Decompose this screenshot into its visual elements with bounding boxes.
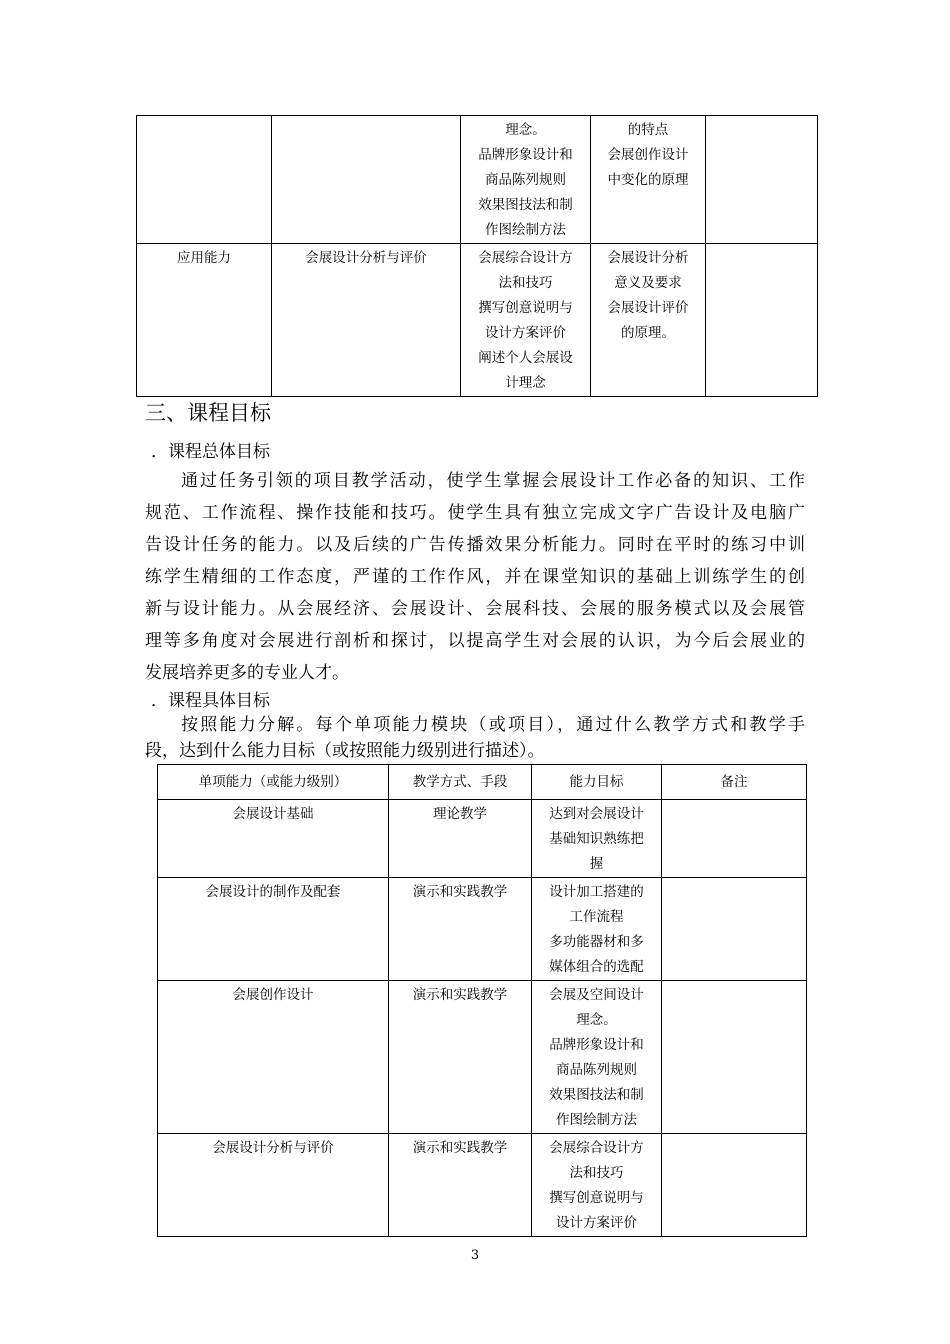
table-cell: [158, 1134, 389, 1237]
table-cell: [158, 878, 389, 981]
cell-text-line: 效果图技法和制: [478, 197, 573, 213]
cell-text-line: 会展设计评价: [607, 300, 689, 316]
table-cell: [389, 800, 532, 878]
cell-text-line: 媒体组合的选配: [549, 959, 644, 975]
table-header-row: [158, 765, 807, 800]
cell-text-line: 会展及空间设计: [549, 987, 644, 1003]
subheading-specific-goal: ．课程具体目标: [151, 691, 270, 711]
cell-text-line: 法和技巧: [569, 1165, 624, 1181]
paragraph-line: 段，达到什么能力目标（或按照能力级别进行描述）。: [145, 741, 545, 761]
table-cell: [137, 116, 272, 244]
column-header: 教学方式、手段: [389, 765, 532, 800]
cell-text-line: 设计方案评价: [556, 1215, 637, 1231]
cell-text-line: 设计方案评价: [485, 325, 566, 341]
capability-table-continued: [136, 115, 818, 397]
cell-text-line: 作图绘制方法: [485, 222, 566, 238]
cell-text-line: 的原理。: [621, 325, 675, 341]
table-cell: [272, 244, 461, 397]
cell-text-line: 演示和实践教学: [412, 987, 508, 1003]
cell-text-line: 计理念: [505, 375, 546, 391]
cell-text-line: 达到对会展设计: [549, 806, 644, 822]
table-cell: [662, 981, 807, 1134]
paragraph-line: 发展培养更多的专业人才。: [145, 663, 349, 683]
table-cell: [461, 116, 591, 244]
paragraph-line: 通过任务引领的项目教学活动，使学生掌握会展设计工作必备的知识、工作: [181, 471, 805, 491]
table-cell: [532, 981, 662, 1134]
table-row: [158, 878, 807, 981]
cell-text-line: 演示和实践教学: [412, 884, 508, 900]
cell-text-line: 法和技巧: [498, 275, 553, 291]
paragraph-line: 规范、工作流程、操作技能和技巧。使学生具有独立完成文字广告设计及电脑广: [145, 503, 805, 523]
paragraph-line: 按照能力分解。每个单项能力模块（或项目），通过什么教学方式和教学手: [181, 715, 805, 735]
cell-text-line: 应用能力: [177, 250, 231, 266]
table-cell: [532, 800, 662, 878]
cell-text-line: 握: [589, 856, 604, 872]
table-cell: [389, 1134, 532, 1237]
table-cell: [662, 800, 807, 878]
cell-text-line: 撰写创意说明与: [549, 1190, 644, 1206]
table-cell: [158, 800, 389, 878]
column-header: 备注: [662, 765, 807, 800]
cell-text-line: 会展创作设计: [607, 147, 689, 163]
table-row: [158, 981, 807, 1134]
table-row: [137, 116, 818, 244]
cell-text-line: 理论教学: [433, 806, 487, 822]
paragraph-line: 理等多角度对会展进行剖析和探讨，以提高学生对会展的认识，为今后会展业的: [145, 631, 805, 651]
cell-text-line: 效果图技法和制: [549, 1087, 644, 1103]
cell-text-line: 演示和实践教学: [412, 1140, 508, 1156]
cell-text-line: 多功能器材和多: [549, 934, 644, 950]
cell-text-line: 会展设计分析与评价: [305, 250, 427, 266]
cell-text-line: 设计加工搭建的: [549, 884, 644, 900]
table-cell: [389, 878, 532, 981]
cell-text-line: 会展设计分析与评价: [212, 1140, 334, 1156]
cell-text-line: 商品陈列规则: [485, 172, 566, 188]
table-cell: [272, 116, 461, 244]
cell-text-line: 作图绘制方法: [556, 1112, 637, 1128]
specific-goal-paragraph: [145, 712, 805, 764]
course-goal-table: [157, 764, 807, 1237]
table-cell: [706, 116, 818, 244]
paragraph-line: 新与设计能力。从会展经济、会展设计、会展科技、会展的服务模式以及会展管: [145, 599, 805, 619]
cell-text-line: 会展设计的制作及配套: [205, 884, 341, 900]
table-cell: [591, 116, 706, 244]
cell-text-line: 会展创作设计: [232, 987, 314, 1003]
table-cell: [591, 244, 706, 397]
cell-text-line: 阐述个人会展设: [478, 350, 573, 366]
table-cell: [158, 981, 389, 1134]
cell-text-line: 撰写创意说明与: [478, 300, 573, 316]
cell-text-line: 理念。: [505, 122, 546, 138]
cell-text-line: 会展综合设计方: [549, 1140, 644, 1156]
subheading-overall-goal: ．课程总体目标: [151, 442, 270, 462]
cell-text-line: 的特点: [627, 122, 669, 138]
table-row: [158, 1134, 807, 1237]
cell-text-line: 商品陈列规则: [556, 1062, 637, 1078]
table-cell: [662, 1134, 807, 1237]
paragraph-line: 告设计任务的能力。以及后续的广告传播效果分析能力。同时在平时的练习中训: [145, 535, 805, 555]
cell-text-line: 品牌形象设计和: [478, 147, 573, 163]
table-cell: [137, 244, 272, 397]
overall-goal-paragraph: [145, 465, 805, 689]
section-heading: 三、课程目标: [145, 401, 271, 425]
cell-text-line: 会展综合设计方: [478, 250, 573, 266]
cell-text-line: 基础知识熟练把: [549, 831, 644, 847]
column-header: 单项能力（或能力级别）: [158, 765, 389, 800]
column-header: 能力目标: [532, 765, 662, 800]
table-cell: [389, 981, 532, 1134]
cell-text-line: 会展设计分析: [607, 250, 689, 266]
cell-text-line: 理念。: [576, 1012, 617, 1028]
cell-text-line: 工作流程: [569, 909, 624, 925]
table-cell: [662, 878, 807, 981]
table-row: [158, 800, 807, 878]
cell-text-line: 品牌形象设计和: [549, 1037, 644, 1053]
cell-text-line: 会展设计基础: [232, 806, 314, 822]
table-cell: [532, 1134, 662, 1237]
table-cell: [532, 878, 662, 981]
table-row: [137, 244, 818, 397]
cell-text-line: 中变化的原理: [607, 172, 689, 188]
page-number: 3: [470, 1248, 480, 1263]
table-cell: [706, 244, 818, 397]
paragraph-line: 练学生精细的工作态度，严谨的工作作风，并在课堂知识的基础上训练学生的创: [145, 567, 805, 587]
cell-text-line: 意义及要求: [614, 275, 682, 291]
table-cell: [461, 244, 591, 397]
